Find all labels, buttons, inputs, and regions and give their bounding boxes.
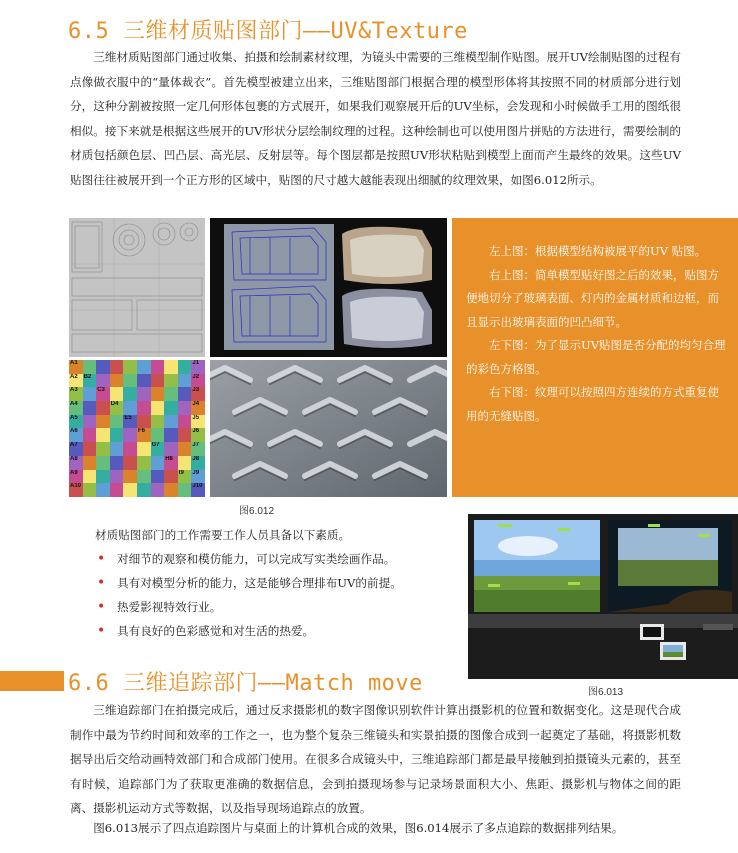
checker-cell: H8 xyxy=(164,456,178,470)
checker-cell xyxy=(178,374,192,388)
checker-cell xyxy=(137,470,151,484)
checker-cell xyxy=(178,442,192,456)
checker-cell xyxy=(96,415,110,429)
checker-cell xyxy=(164,442,178,456)
checker-cell xyxy=(151,470,165,484)
checker-cell xyxy=(83,387,97,401)
checker-cell xyxy=(83,483,97,497)
checker-cell xyxy=(110,470,124,484)
checker-cell xyxy=(110,374,124,388)
bullet-icon: • xyxy=(97,623,106,639)
requirements-list xyxy=(95,523,465,643)
checker-cell xyxy=(110,456,124,470)
checker-cell xyxy=(164,470,178,484)
checker-cell xyxy=(137,360,151,374)
checker-cell xyxy=(110,415,124,429)
requirements-intro: 材质贴图部门的工作需要工作人员具备以下素质。 xyxy=(95,528,351,542)
checker-cell xyxy=(164,483,178,497)
checker-cell xyxy=(96,428,110,442)
checker-cell: J7 xyxy=(191,442,205,456)
checker-cell xyxy=(137,401,151,415)
checker-cell xyxy=(123,442,137,456)
checker-cell xyxy=(96,360,110,374)
checker-cell xyxy=(123,470,137,484)
checker-cell xyxy=(137,415,151,429)
checker-cell xyxy=(178,401,192,415)
section-title-6-5: 6.5 三维材质贴图部门——UV&Texture xyxy=(68,19,468,44)
checker-cell: J10 xyxy=(191,483,205,497)
checker-cell xyxy=(164,387,178,401)
checker-cell: G7 xyxy=(151,442,165,456)
checker-cell: A10 xyxy=(69,483,83,497)
checker-cell xyxy=(83,456,97,470)
checker-cell xyxy=(137,456,151,470)
checker-cell xyxy=(151,374,165,388)
checker-cell xyxy=(151,456,165,470)
checker-cell: E5 xyxy=(123,415,137,429)
section-marker-bar xyxy=(0,671,64,691)
checker-cell: J6 xyxy=(191,428,205,442)
checker-cell xyxy=(110,360,124,374)
checker-cell xyxy=(164,401,178,415)
checker-cell: J2 xyxy=(191,374,205,388)
note-top-right: 右上图：简单模型贴好图之后的效果，贴图方便地切分了玻璃表面、灯内的金属材质和边框，而且显示出玻璃表面的凹凸细节。 xyxy=(466,267,719,329)
list-item: • 具有对模型分析的能力，这是能够合理排布UV的前提。 xyxy=(95,571,465,595)
note-bottom-left: 左下图：为了显示UV贴图是否分配的均匀合理的彩色方格图。 xyxy=(466,338,726,376)
checker-cell: A6 xyxy=(69,428,83,442)
checker-cell xyxy=(83,415,97,429)
checker-cell xyxy=(123,387,137,401)
checker-cell xyxy=(123,428,137,442)
checker-cell xyxy=(123,483,137,497)
note-top-left: 左上图：根据模型结构被展平的UV 贴图。 xyxy=(489,244,707,258)
checker-cell xyxy=(123,401,137,415)
checker-cell: A5 xyxy=(69,415,83,429)
checker-cell xyxy=(151,360,165,374)
checker-cell xyxy=(137,483,151,497)
checker-cell xyxy=(96,483,110,497)
checker-cell: A9 xyxy=(69,470,83,484)
checker-cell xyxy=(83,442,97,456)
checker-cell: A7 xyxy=(69,442,83,456)
checker-cell: A1 xyxy=(69,360,83,374)
checker-cell: D4 xyxy=(110,401,124,415)
checker-cell xyxy=(137,374,151,388)
checker-cell: J3 xyxy=(191,387,205,401)
checker-cell: C3 xyxy=(96,387,110,401)
checker-cell xyxy=(178,360,192,374)
checker-cell xyxy=(178,415,192,429)
list-item: • 对细节的观察和模仿能力，可以完成写实类绘画作品。 xyxy=(95,547,465,571)
list-item: • 热爱影视特效行业。 xyxy=(95,595,465,619)
checker-cell xyxy=(83,360,97,374)
checker-cell xyxy=(123,456,137,470)
checker-cell xyxy=(151,387,165,401)
checker-cell: J1 xyxy=(191,360,205,374)
checker-cell xyxy=(110,428,124,442)
bullet-icon: • xyxy=(97,599,106,615)
checker-cell xyxy=(110,483,124,497)
checker-cell: A8 xyxy=(69,456,83,470)
checker-cell: A3 xyxy=(69,387,83,401)
checker-cell xyxy=(96,456,110,470)
bullet-icon: • xyxy=(97,551,106,567)
checker-cell xyxy=(164,360,178,374)
checker-cell xyxy=(151,415,165,429)
checker-cell xyxy=(137,387,151,401)
checker-cell xyxy=(123,374,137,388)
checker-cell: J9 xyxy=(191,470,205,484)
checker-cell xyxy=(164,415,178,429)
checker-cell: J5 xyxy=(191,415,205,429)
checker-cell xyxy=(96,442,110,456)
checker-cell: A2 xyxy=(69,374,83,388)
checker-cell xyxy=(96,470,110,484)
bullet-icon: • xyxy=(97,575,106,591)
checker-cell xyxy=(110,442,124,456)
seamless-metal-texture xyxy=(210,360,447,497)
checker-cell xyxy=(83,428,97,442)
section-title-6-6: 6.6 三维追踪部门——Match move xyxy=(68,671,423,696)
uv-layout-image xyxy=(69,218,205,357)
checker-cell: I9 xyxy=(178,470,192,484)
checker-cell xyxy=(151,428,165,442)
checker-cell xyxy=(123,360,137,374)
checker-cell xyxy=(96,401,110,415)
figure-012-notes-box xyxy=(452,218,738,497)
figure-013-caption: 图6.013 xyxy=(588,687,624,698)
section-6-6-paragraph-2: 图6.013展示了四点追踪图片与桌面上的计算机合成的效果，图6.014展示了多点追踪的数据排列结果。 xyxy=(93,821,624,835)
checker-cell xyxy=(110,387,124,401)
checker-cell xyxy=(151,401,165,415)
note-bottom-right: 右下图：纹理可以按照四方连续的方式重复使用的无缝贴图。 xyxy=(466,385,719,423)
checker-cell xyxy=(178,456,192,470)
checker-cell xyxy=(178,483,192,497)
checker-cell xyxy=(83,470,97,484)
checker-cell xyxy=(137,442,151,456)
checker-cell: J4 xyxy=(191,401,205,415)
list-item: • 具有良好的色彩感觉和对生活的热爱。 xyxy=(95,619,465,643)
checker-cell xyxy=(178,428,192,442)
checker-cell xyxy=(164,428,178,442)
uv-checker-grid-image xyxy=(69,360,205,497)
checker-cell: J8 xyxy=(191,456,205,470)
figure-012-caption: 图6.012 xyxy=(239,506,275,517)
checker-cell xyxy=(178,387,192,401)
textured-model-render xyxy=(210,218,447,357)
checker-cell xyxy=(164,374,178,388)
section-6-6-paragraph: 三维追踪部门在拍摄完成后，通过反求摄影机的数字图像识别软件计算出摄影机的位置和数据变化。这是现代合成制作中最为节约时间和效率的工作之一，也为整个复杂三维镜头和实景拍摄的图像合成到一起奠定了基础，将摄影机数据导出后交给动画特效部门和合成部门使用。在很多合成镜头中，三维追踪部门都是最早接触到拍摄镜头元素的，甚至有时候，追踪部门为了获取更准确的数据信息，会到拍摄现场参与记录场景面积大小、焦距、摄影机与物体之间的距离、摄影机运动方式等数据，以及指导现场追踪点的放置。 xyxy=(70,703,681,816)
match-move-screenshot xyxy=(468,514,738,679)
checker-cell: F6 xyxy=(137,428,151,442)
checker-cell xyxy=(96,374,110,388)
checker-cell xyxy=(151,483,165,497)
section-6-5-paragraph: 三维材质贴图部门通过收集、拍摄和绘制素材纹理，为镜头中需要的三维模型制作贴图。展开UV绘制贴图的过程有点像做衣服中的“量体裁衣”。首先模型被建立出来，三维贴图部门根据合理的模型形体将其按照不同的材质部分进行划分，这种分割被按照一定几何形体包裹的方式展开，如果我们观察展开后的UV坐标，会发现和小时候做手工用的图纸很相似。接下来就是根据这些展开的UV形状分层绘制纹理的过程。这种绘制也可以使用图片拼贴的方法进行，需要绘制的材质包括颜色层、凹凸层、高光层、反射层等。每个图层都是按照UV形状粘贴到模型上面而产生最终的效果。这些UV贴图往往被展开到一个正方形的区域中，贴图的尺寸越大越能表现出细腻的纹理效果，如图6.012所示。 xyxy=(70,50,681,187)
checker-cell xyxy=(83,401,97,415)
checker-cell: B2 xyxy=(83,374,97,388)
checker-cell: A4 xyxy=(69,401,83,415)
